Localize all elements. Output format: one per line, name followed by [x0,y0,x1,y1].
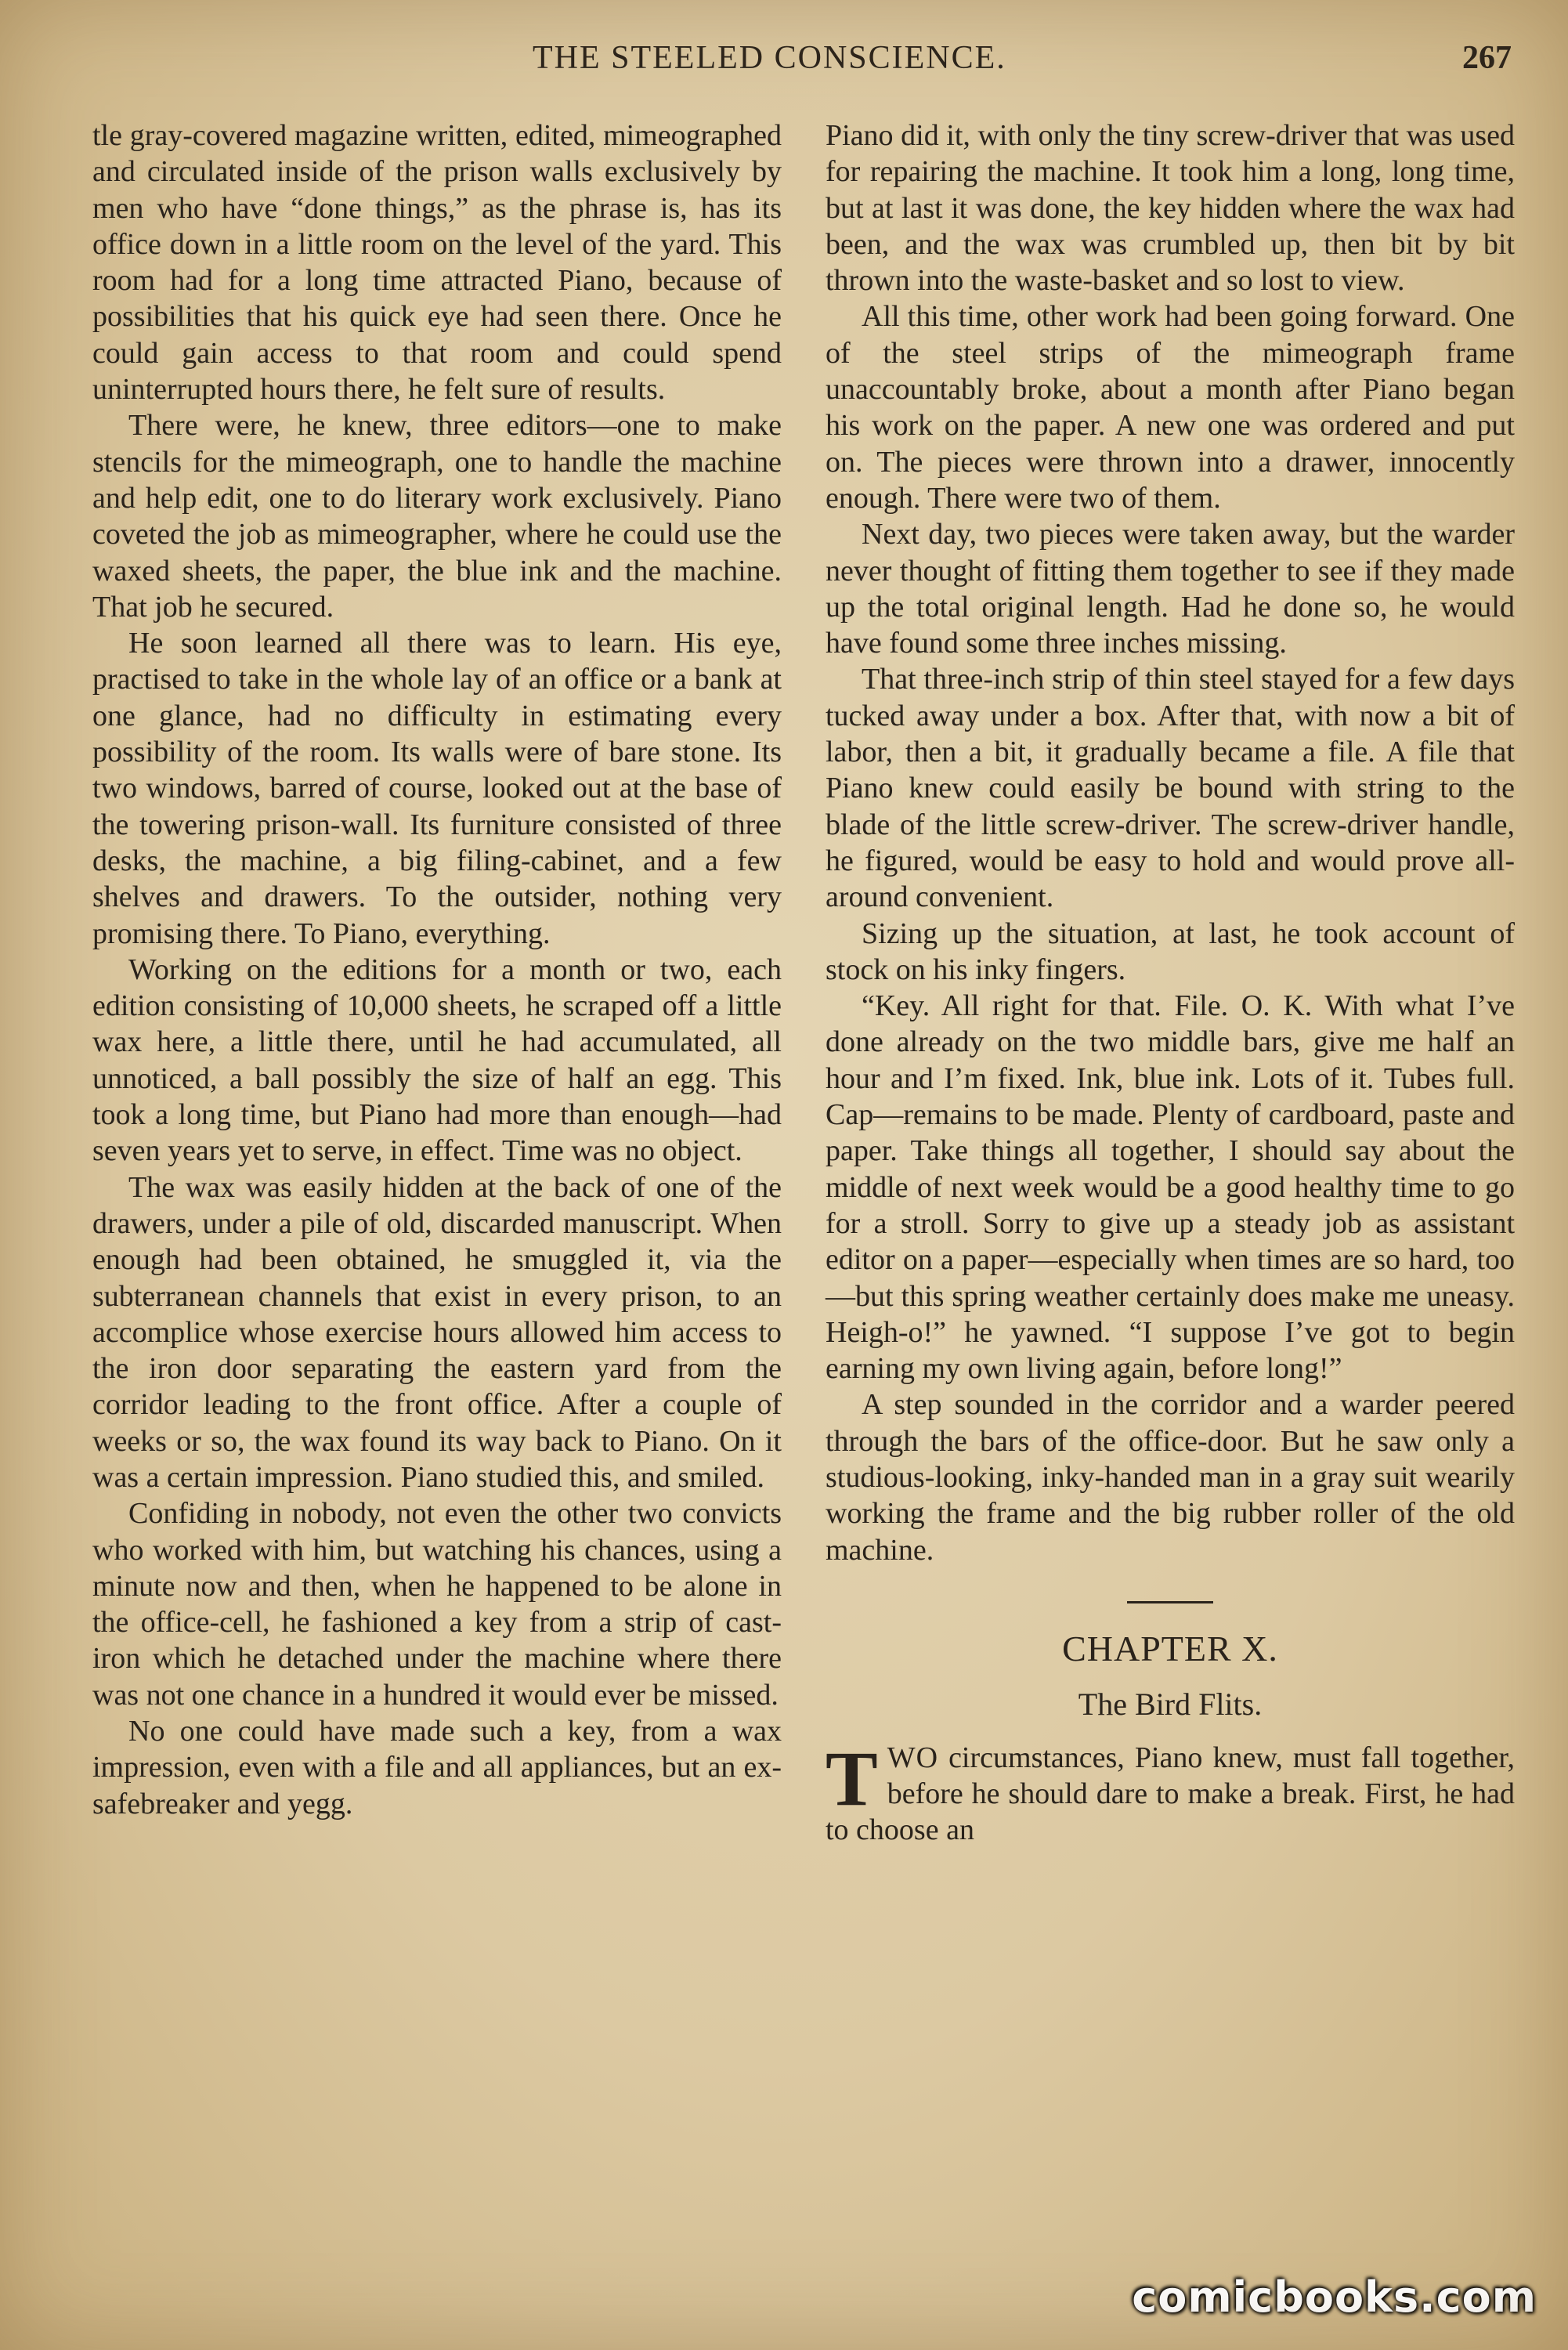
paragraph: tle gray-covered magazine written, edited, mimeographed and circulated inside of the prison walls exclusively by men who have “done things,” as the phrase is, has its office down in a little room on the level of the yard. This room had for a long time attracted Piano, because of possibilities that his quick eye had seen there. Once he could gain access to that room and could spend uninterrupted hours there, he felt sure of results. [92,119,782,407]
chapter-heading: CHAPTER X. [1062,1628,1278,1668]
paragraph: Next day, two pieces were taken away, but the warder never thought of fitting them together to see if they made up the total original length. Had he done so, he would have found some three inches missing. [826,518,1515,660]
paragraph: The wax was easily hidden at the back of one of the drawers, under a pile of old, discarded manuscript. When enough had been obtained, he smuggled it, via the subterranean channels that exist in every prison, to an accomplice whose exercise hours allowed him access to the iron door separating the eastern yard from the corridor leading to the front office. After a couple of weeks or so, the wax found its way back to Piano. On it was a certain impression. Piano studied this, and smiled. [92,1170,782,1494]
chapter-subtitle: The Bird Flits. [1078,1686,1263,1722]
paragraph: There were, he knew, three editors—one to make stencils for the mimeograph, one to handle the machine and help edit, one to do literary work exclusively. Piano coveted the job as mimeographer, where he could use the waxed sheets, the paper, the blue ink and the machine. That job he secured. [92,409,782,624]
site-watermark: comicbooks.com [1132,2272,1537,2322]
paragraph: That three-inch strip of thin steel stayed for a few days tucked away under a box. After that, with now a bit of labor, then a bit, it gradually became a file. A file that Piano knew could easily be bound with string to the blade of the little screw-driver. The screw-driver handle, he figured, would be easy to hold and would prove all-around convenient. [826,663,1515,914]
paragraph-continuation: Piano did it, with only the tiny screw-driver that was used for repairing the machine. It took him a long, long time, but at last it was done, the key hidden where the wax had been, and the wax was crumbled up, then bit by bit thrown into the waste-basket and so lost to view. [826,119,1515,298]
running-head [0,39,1568,86]
page-number: 267 [1462,40,1512,76]
paragraph: A step sounded in the corridor and a warder peered through the bars of the office-door. But he saw only a studious-looking, inky-handed man in a gray suit wearily working the frame and the big rubber roller of the old machine. [826,1388,1515,1567]
left-column [92,118,782,1822]
paragraph: He soon learned all there was to learn. His eye, practised to take in the whole lay of an office or a bank at one glance, had no difficulty in estimating every possibility of the room. Its walls were of bare stone. Its two windows, barred of course, looked out at the base of the towering prison-wall. Its furniture consisted of three desks, the machine, a big filing-cabinet, and a few shelves and drawers. To the outsider, nothing very promising there. To Piano, everything. [92,627,782,950]
opening-text: circumstances, Piano knew, must fall together, before he should dare to make a break. First, he had to choose an [826,1741,1515,1847]
drop-cap: T [826,1734,878,1822]
running-title: THE STEELED CONSCIENCE. [533,40,1006,76]
paragraph: “Key. All right for that. File. O. K. With what I’ve done already on the two middle bars, give me half an hour and I’m fixed. Ink, blue ink. Lots of it. Tubes full. Cap—remains to be made. Plenty of cardboard, paste and paper. Take things all together, I should say about the middle of next week would be a good healthy time to go for a stroll. Sorry to give up a steady job as assistant editor on a paper—especially when times are so hard, too—but this spring weather certainly does make me uneasy. Heigh-o!” he yawned. “I suppose I’ve got to begin earning my own living again, before long!” [826,989,1515,1386]
chapter-opening-paragraph [826,1734,1515,1849]
paragraph: No one could have made such a key, from a wax impression, even with a file and all appliances, but an ex-safebreaker and yegg. [92,1715,782,1820]
opening-word: WO [887,1741,939,1774]
paragraph: Sizing up the situation, at last, he took account of stock on his inky fingers. [826,916,1515,986]
right-column [826,118,1515,1849]
paragraph: All this time, other work had been going forward. One of the steel strips of the mimeograph frame unaccountably broke, about a month after Piano began his work on the paper. A new one was ordered and put on. The pieces were thrown into a drawer, innocently enough. There were two of them. [826,300,1515,515]
paragraph: Working on the editions for a month or two, each edition consisting of 10,000 sheets, he scraped off a little wax here, a little there, until he had accumulated, all unnoticed, a ball possibly the size of half an egg. This took a long time, but Piano had more than enough—had seven years yet to serve, in effect. Time was no object. [92,953,782,1168]
chapter-divider [1127,1601,1213,1603]
paragraph: Confiding in nobody, not even the other two convicts who worked with him, but watching his chances, using a minute now and then, when he happened to be alone in the office-cell, he fashioned a key from a strip of cast-iron which he detached under the machine where there was not one chance in a hundred it would ever be missed. [92,1497,782,1712]
